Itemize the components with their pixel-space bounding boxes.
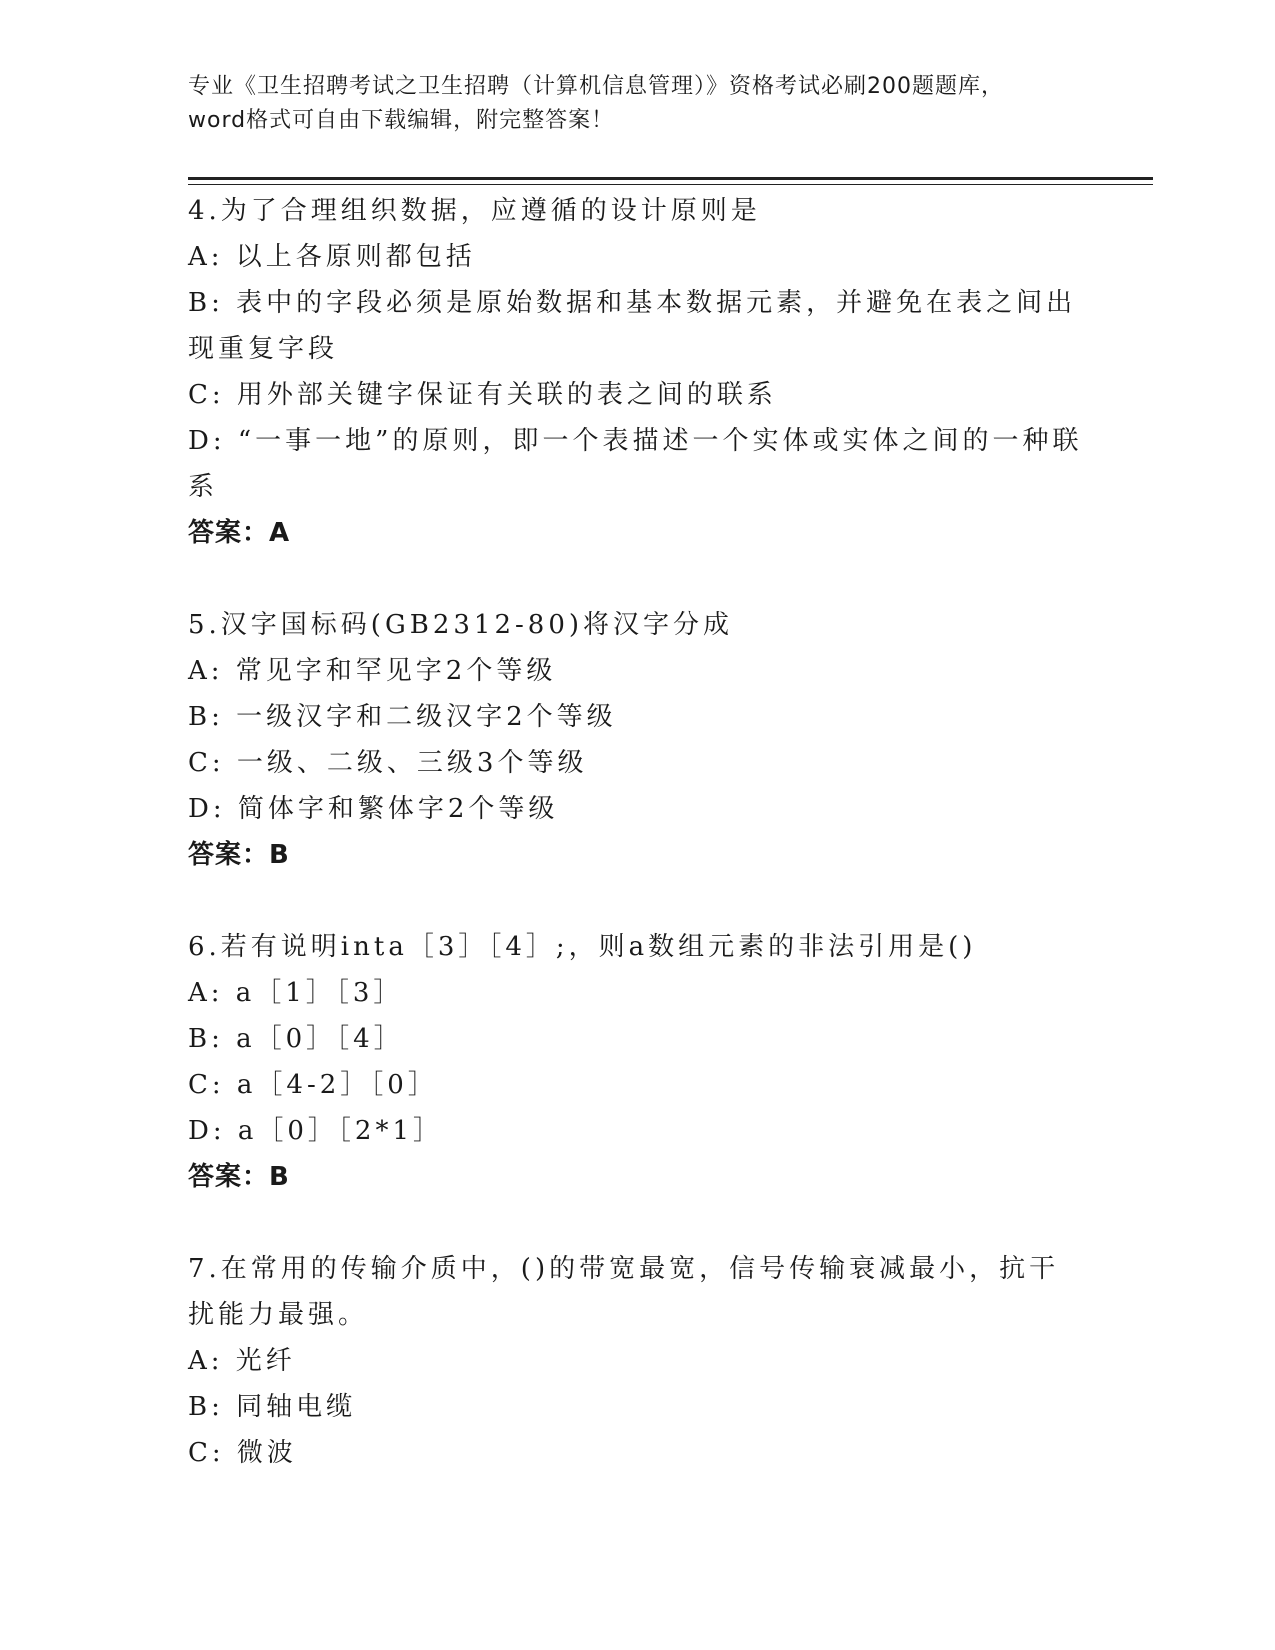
question-spacer [188, 878, 1088, 924]
header-divider-thin [188, 184, 1153, 185]
option-b: B: 同轴电缆 [188, 1392, 357, 1422]
document-header [188, 70, 1088, 138]
question-spacer [188, 1200, 1088, 1246]
question-7 [188, 1246, 1088, 1476]
question-5 [188, 602, 1088, 878]
option-a: A: 以上各原则都包括 [188, 242, 476, 272]
question-stem: 4.为了合理组织数据，应遵循的设计原则是 [188, 196, 761, 226]
option-d: D: 简体字和繁体字2个等级 [188, 794, 559, 824]
answer-label: 答案：B [188, 840, 290, 870]
answer-label: 答案：A [188, 518, 291, 548]
question-spacer [188, 556, 1088, 602]
question-stem: 6.若有说明inta［3］［4］;，则a数组元素的非法引用是() [188, 932, 977, 962]
header-title-line-1: 专业《卫生招聘考试之卫生招聘（计算机信息管理）》资格考试必刷200题题库， [188, 74, 1004, 99]
option-c: C: 用外部关键字保证有关联的表之间的联系 [188, 380, 777, 410]
option-d: D: a［0］［2*1］ [188, 1116, 443, 1146]
option-b: B: 表中的字段必须是原始数据和基本数据元素，并避免在表之间出现重复字段 [188, 288, 1077, 364]
answer-label: 答案：B [188, 1162, 290, 1192]
option-c: C: a［4-2］［0］ [188, 1070, 438, 1100]
question-6 [188, 924, 1088, 1200]
option-b: B: 一级汉字和二级汉字2个等级 [188, 702, 617, 732]
option-c: C: 微波 [188, 1438, 297, 1468]
option-a: A: 常见字和罕见字2个等级 [188, 656, 557, 686]
option-b: B: a［0］［4］ [188, 1024, 404, 1054]
option-a: A: a［1］［3］ [188, 978, 404, 1008]
question-4 [188, 188, 1088, 556]
option-a: A: 光纤 [188, 1346, 296, 1376]
header-title-line-2: word格式可自由下载编辑，附完整答案！ [188, 108, 615, 133]
question-stem: 7.在常用的传输介质中，()的带宽最宽，信号传输衰减最小，抗干扰能力最强。 [188, 1254, 1060, 1330]
option-c: C: 一级、二级、三级3个等级 [188, 748, 588, 778]
question-list [188, 188, 1088, 1476]
header-divider-thick [188, 177, 1153, 180]
question-stem: 5.汉字国标码(GB2312-80)将汉字分成 [188, 610, 734, 640]
option-d: D: “一事一地”的原则，即一个表描述一个实体或实体之间的一种联系 [188, 426, 1083, 502]
